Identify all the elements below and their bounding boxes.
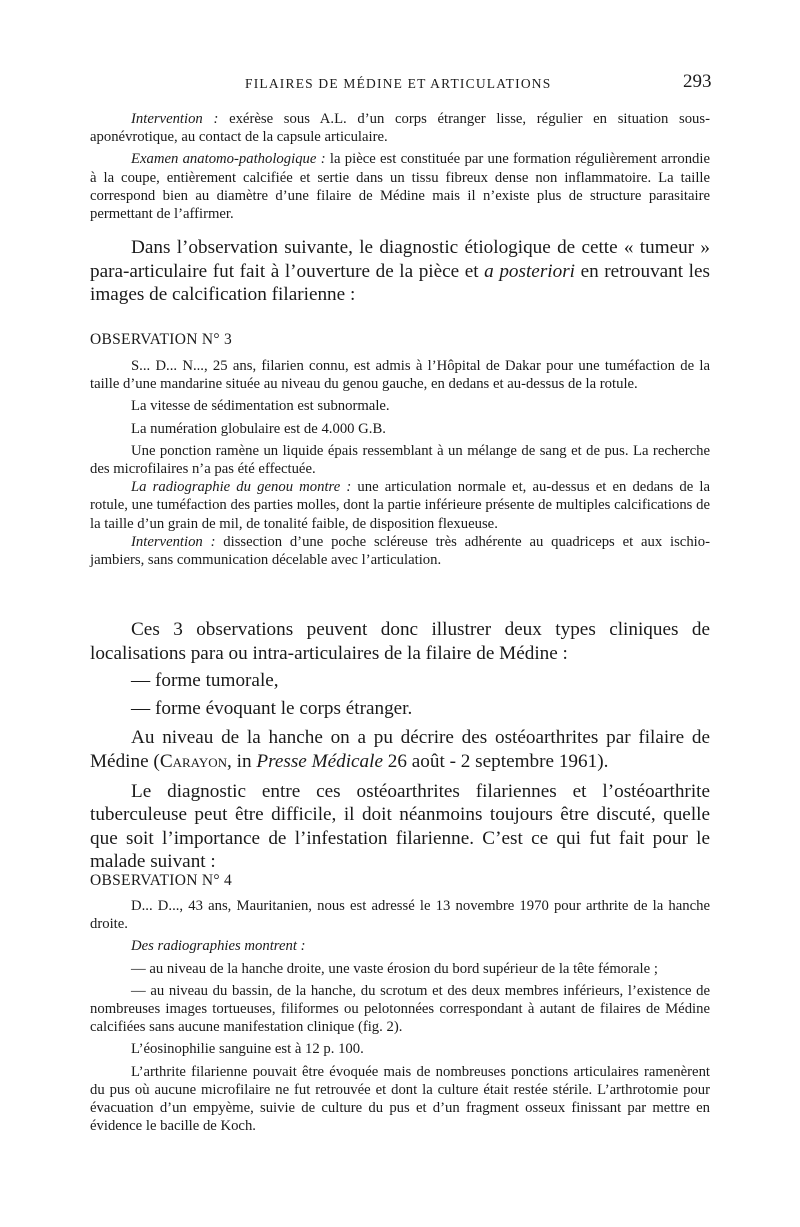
obs3-interv-text: dissection d’une poche scléreuse très adhérente au quadriceps et aux ischio-jambiers, sans communication décelable avec l’articulation. (90, 533, 710, 569)
obs3-paragraph-1: S... D... N..., 25 ans, filarien connu, est admis à l’Hôpital de Dakar pour une tuméfaction de la taille d’une mandarine située au niveau du genou gauche, en dedans et au-dessus de la rotule. (90, 358, 710, 393)
transition-paragraph (90, 236, 710, 307)
hip-text-c: 26 août - 2 septembre 1961). (382, 750, 609, 772)
intervention-section (90, 110, 710, 223)
observation-4-body (90, 897, 710, 1135)
anatomo-label: Examen anatomo-pathologique : (131, 151, 326, 168)
hip-paragraph (90, 726, 710, 773)
obs3-radiography (90, 478, 710, 533)
observation-3-heading: OBSERVATION N° 3 (90, 331, 233, 348)
obs3-intervention (90, 533, 710, 569)
type-item-1: — forme tumorale, (131, 670, 279, 692)
hip-text-a: Au niveau de la hanche on a pu décrire des ostéoarthrites par filaire de Médine ( (90, 727, 710, 772)
obs4-item-1: — au niveau de la hanche droite, une vaste érosion du bord supérieur de la tête fémorale ; (131, 960, 658, 977)
observation-3-body (90, 357, 710, 569)
transition-emphasis: a posteriori (484, 260, 576, 282)
intervention-text: exérèse sous A.L. d’un corps étranger lisse, régulier en situation sous-aponévrotique, au contact de la capsule articulaire. (90, 111, 710, 146)
type-item-2: — forme évoquant le corps étranger. (131, 697, 413, 719)
observation-4-heading: OBSERVATION N° 4 (90, 872, 233, 889)
obs4-radio-label: Des radiographies montrent : (131, 938, 306, 955)
intervention-label: Intervention : (131, 111, 219, 127)
obs3-radio-text: une articulation normale et, au-dessus et en dedans de la rotule, une tuméfaction des parties molles, dont la partie inférieure présente de multiples calcifications de la taille d’un grain de mil, de tonalité faible, de disposition flexueuse. (90, 479, 710, 532)
running-title: FILAIRES DE MÉDINE ET ARTICULATIONS (245, 76, 552, 91)
obs3-interv-label: Intervention : (131, 533, 216, 550)
transition-text-a: Dans l’observation suivante, le diagnostic étiologique de cette « tumeur » para-articulaire fut fait à l’ouverture de la pièce et (90, 237, 710, 282)
intervention-paragraph (90, 110, 710, 146)
obs3-paragraph-3: La numération globulaire est de 4.000 G.B. (131, 420, 386, 437)
hip-author: Carayon (159, 750, 228, 772)
obs3-paragraph-2: La vitesse de sédimentation est subnormale. (131, 398, 390, 415)
hip-journal: Presse Médicale (256, 750, 383, 772)
types-intro: Ces 3 observations peuvent donc illustrer deux types cliniques de localisations para ou intra-articulaires de la filaire de Médine : (90, 619, 710, 664)
transition-text-b: en retrouvant les images de calcification filarienne : (90, 260, 710, 306)
page-number: 293 (683, 71, 712, 92)
obs4-paragraph-1: D... D..., 43 ans, Mauritanien, nous est adressé le 13 novembre 1970 pour arthrite de la hanche droite. (90, 898, 710, 933)
anatomo-text: la pièce est constituée par une formation régulièrement arrondie à la coupe, entièrement calcifiée et sertie dans un tissu fibreux dense non inflammatoire. La taille correspond bien au diamètre d’une filaire de Médine mais il n’existe plus de structure parasitaire permettant de l’affirmer. (90, 151, 710, 223)
obs4-eosinophilia: L’éosinophilie sanguine est à 12 p. 100. (131, 1041, 364, 1058)
discussion-section (90, 618, 710, 874)
anatomo-paragraph (90, 150, 710, 223)
obs4-final-paragraph: L’arthrite filarienne pouvait être évoquée mais de nombreuses ponctions articulaires ramenèrent du pus où aucune microfilaire ne fut retrouvée et dont la culture était restée stérile. L’arthrotomie pour évacuation d’un empyème, suivie de culture du pus et d’un fragment osseux finissant par mettre en évidence le bacille de Koch. (90, 1063, 710, 1135)
running-header (0, 71, 800, 96)
obs3-paragraph-4: Une ponction ramène un liquide épais ressemblant à un mélange de sang et de pus. La recherche des microfilaires n’a pas été effectuée. (90, 442, 710, 478)
obs3-radio-label: La radiographie du genou montre : (131, 479, 352, 496)
hip-text-b: , in (227, 750, 257, 772)
diagnosis-paragraph: Le diagnostic entre ces ostéoarthrites filariennes et l’ostéoarthrite tuberculeuse peut être difficile, il doit néanmoins toujours être discuté, quelle que soit l’importance de l’infestation filarienne. C’est ce qui fut fait pour le malade suivant : (90, 780, 710, 873)
obs4-item-2: — au niveau du bassin, de la hanche, du scrotum et des deux membres inférieurs, l’existence de nombreuses images tortueuses, filiformes ou pelotonnées correspondant à autant de filaires de Médine calcifiées sans aucune manifestation clinique (fig. 2). (90, 982, 710, 1036)
